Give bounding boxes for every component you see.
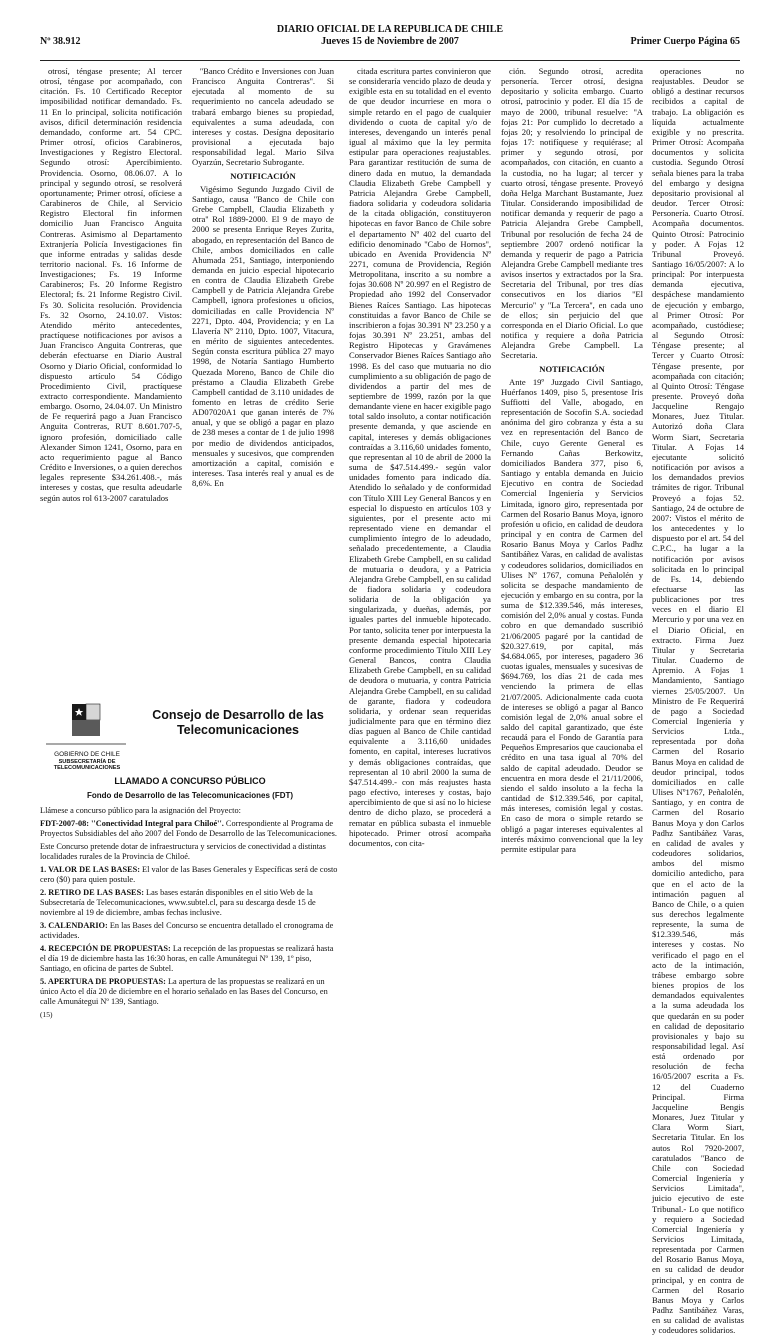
item-label: 5. APERTURA DE PROPUESTAS: <box>40 977 166 986</box>
header-rule <box>40 60 740 61</box>
item-label: 1. VALOR DE LAS BASES: <box>40 865 140 874</box>
paragraph: citada escritura partes convinieron que se consideraría vencido plazo de deuda y exigible esta en su totalidad en el evento de que deudor incurriese en mora o simple retardo en el pago de cualquier dividendo o cuota de capital y/o de intereses, devengando un interés penal igual al máximo que la ley permita estipular para operaciones reajustables. Para garantizar restitución de suma de dinero dada en mutuo, la demandada Claudia Elizabeth Grebe Campbell y Patricia Alejandra Grebe Campbell, fiadora solidaria y codeudora solidaria de la citada obligación, constituyeron hipotecas en favor Banco de Chile sobre el departamento Nº 402 del cuarto del edificio denominado ''Cabo de Hornos'', ubicado en Avenida Providencia Nº 2271, comuna de Providencia, Región Metropolitana, inscrito a su nombre a fojas 30.608 Nº 20.997 en el Registro de Propiedad año 1992 del Conservador Bienes Raíces Santiago. Las hipotecas constituidas a favor Banco de Chile se inscribieron a fojas 30.391 Nº 23.250 y a fojas 30.391 Nº 23.251, ambas del Registro Hipotecas y Gravámenes Conservador Bienes Raíces Santiago año 1998. Es del caso que mutuaria no dio cumplimiento a su obligación de pago de dividendos a partir del mes de septiembre de 1999, razón por la que demandante viene en hacer exigible pago total saldo insoluto, a contar notificación presente demanda, y que asciende en capital, intereses y demás obligaciones contraídas a 3.116,60 unidades fomento, que representan al 10 de abril de 2000 la suma de $47.514.499.- según valor unidades fomento para indicado día. Atendido lo señalado y de conformidad con Título XIII Ley General Bancos y en especial lo dispuesto en artículos 103 y siguientes, por el presente acto mi representado viene en demandar el cumplimiento íntegro de lo adeudado, señalado precedentemente, a Claudia Elizabeth Grebe Campbell, en su calidad de mutuaria o deudora, y a Patricia Alejandra Grebe Campbell, en su calidad de fiadora solidaria y codeudora solidaria de la obligación ya singularizada, y dueñas, además, por iguales partes del inmueble hipotecado. Por tanto, solicita tener por interpuesta la presente demanda especial hipotecaria conforme procedimiento Título XIII Ley General Bancos, contra Claudia Elizabeth Grebe Campbell, en su calidad de deudora o mutuaria, y contra Patricia Alejandra Grebe Campbell, en su calidad de garante, fiadora y codeudora solidaria, y ordenar sean requeridas judicialmente para que en término diez días paguen al Banco de Chile cantidad equivalente a 3.116,60 unidades fomento, en capital, intereses lucrativos y demás obligaciones contraídas, que representan al 10 abril 2000 la suma de $47.514.499.- con más reajustes hasta pago efectivo, intereses y costas, bajo apercibimiento de que si así no lo hiciese dentro de dicho plazo, se procederá a rematar en pública subasta el inmueble hipotecado. Primer otrosí acompaña documentos, con cita- <box>349 66 491 848</box>
notice-item <box>40 865 340 885</box>
item-text: En las Bases del Concurso se encuentra detallado el cronograma de actividades. <box>40 921 334 940</box>
notice-item <box>40 888 340 918</box>
column-4 <box>501 66 643 984</box>
item-text: La apertura de las propuestas se realizará en un único Acto el día 20 de diciembre en el horario señalado en las Bases del Concurso, en calle Amunátegui Nº 139, Santiago. <box>40 977 328 1006</box>
notice-code: (15) <box>40 1010 53 1019</box>
section-title: NOTIFICACIÓN <box>539 363 605 374</box>
section-title: NOTIFICACIÓN <box>230 170 296 181</box>
council-title: Consejo de Desarrollo de las Telecomunicaciones <box>152 708 324 737</box>
item-label: 4. RECEPCIÓN DE PROPUESTAS: <box>40 944 171 953</box>
paragraph: ''Banco Crédito e Inversiones con Juan Francisco Anguita Contreras''. Si ejecutada al momento de su requerimiento no cancela adeudado se trabará embargo bienes su propiedad, equivalentes a suma adeudada, con intereses y costas. Desígna depositario provisional a ejecutada bajo responsabilidad legal. Mario Silva Oyarzún, Secretario Subrogante. <box>192 66 334 168</box>
project-code: FDT-2007-08: ''Conectividad Integral para Chiloé''. <box>40 819 224 828</box>
page-header <box>40 24 740 58</box>
paragraph: Vigésimo Segundo Juzgado Civil de Santiago, causa ''Banco de Chile con Grebe Campbell, Claudia Elizabeth y otra'' Rol 1889-2000. El 9 de mayo de 2000 se presenta Enrique Reyes Zurita, abogado, en representación del Banco de Chile, ambos domiciliados en calle Ahumada 251, Santiago, interponiendo demanda en juicio especial hipotecario en contra de Claudia Elizabeth Grebe Campbell y de Patricia Alejandra Grebe Campbell, ignora profesiones u oficios, domiciliadas en calle Providencia Nº 2271, Dpto. 404, Providencia; y en La Llavería Nº 2110, Dpto. 1007, Vitacura, en mérito de siguientes antecedentes. Según consta escritura pública 27 mayo 1998, de Notaría Santiago Humberto Quezada Moreno, Banco de Chile dio préstamo a Claudia Elizabeth Grebe Campbell cantidad de 3.110 unidades de fomento en letras de crédito Serie AD07020A1 que ganan interés de 7% anual, y que se obligó a pagar en plazo de 238 meses a contar de 1 de julio 1998 por medio de dividendos anticipados, mensuales y sucesivos, que comprenden amortización a capital, comisión e intereses. Tasa interés real y anual es de 8,6%. En <box>192 183 334 489</box>
project-paragraph <box>40 819 340 839</box>
paragraph: otrosí, téngase presente; Al tercer otrosí, téngase por acompañado, con citación. Fs. 10 Certificado Receptor imposibilidad notificar demandado. Fs. 11 En lo principal, solicita notificación avisos, dificil determinación residencia demandado, conforme art. 54 CPC. Primer otrosí, oficios Carabineros, Investigaciones y Registro Electoral. Segundo otrosí: Apercibimiento. Providencia. Osorno, 08.06.07. A lo principal y segundo otrosí, se resolverá oportunamente; Primer otrosí, ofíciese a Carabineros de Chile, al Servicio Registro Electoral fin informen domicilio Juan Francisco Anguita Contreras. Asimismo al Departamento Extranjería Policía Investigaciones fin que informe entradas y salidas desde territorio nacional. Fs. 16 Informe de Investigaciones; Fs. 19 Informe Carabineros; Fs. 20 Informe Registro Electoral; fs. 21 Informe Registro Civil. Fs 30. Solicita resolución. Providencia Fs. 32 Osorno, 24.10.07. Vistos: Atendido mérito antecedentes, practíquese notificaciones por avisos a Juan Francisco Anguita Contreras, que deberán efectuarse en Diario Austral Osorno y Diario Oficial, conformidad lo dispuesto artículo 54 Código Procedimiento Civil, practíquese extracto correspondiente. Mandamiento embargo. Osorno, 24.04.07. Un Ministro de Fe requerirá pago a Juan Francisco Anguita Contreras, RUT 8.601.707-5, ignoro profesión, domiciliado calle Alexander Simon 1241, Osorno, para en acto requerimiento pague al Banco Crédito e Inversiones, o a quien derechos legales represente $34.261.408.-, más intereses y costas, que resulta adeudarle según autos rol 613-2007 caratulados <box>40 66 182 503</box>
notice-item <box>40 977 340 1007</box>
column-5 <box>652 66 744 1336</box>
column-3 <box>349 66 491 984</box>
ministry-caption <box>44 752 130 772</box>
notice-purpose: Este Concurso pretende dotar de infraestructura y servicios de conectividad a distintas localidades rurales de la Provincia de Chiloé. <box>40 842 326 861</box>
paragraph: Ante 19º Juzgado Civil Santiago, Huérfanos 1409, piso 5, presentose Iris Suffiotti del Valle, abogado, en representación de Socofin S.A. sociedad anónima del giro cobranza y ésta a su vez en representación del Banco de Chile, cuyo Gerente General es Fernando Cañas Berkowitz, domiciliados Bandera 377, piso 6, Santiago y entabla demanda en Juicio Ejecutivo en contra de Sociedad Comercial Ingeniería y Servicios Limitada, ignoro giro, representada por Carmen del Rosario Banus Moya, ignoro profesión u oficio, en calidad de deudora principal y en contra de Carmen del Rosario Banus Moya y Carlos Padhz Santibáñez Varas, en calidad de avalistas y codeudores solidarios, domiciliados en Ulises Nº 1767, comuna Peñalolén y solicita se despache mandamiento de ejecución y embargo en su contra, por la suma de $12.339.546, más intereses, comisión del 2,0% anual y costas. Funda cobro en que demandado suscribió 21/06/2005 pagaré por la cantidad de $20.327.619, por capital, más $4.684.065, por intereses, pagadero 36 cuotas iguales, mensuales y sucesivas de $694.769, los días 21 de cada mes venciendo la primera de ellas 21/07/2005. Adicionalmente cada cuota de intereses se obligó a pagar al Banco comisión legal de 2,0% anual sobre el saldo del capital garantizado, que éste recaudá para el Fondo de Garantía para Pequeños Empresarios que caucionaba el crédito en una tasa igual al 70% del saldo de capital adeudado. Deudor se encuentra en mora desde el 21/11/2006, siendo el saldo insoluto a la fecha la cantidad de $12.339.546, por capital, más intereses, comisión legal y costas. En caso de mora o simple retardo se obligó a pagar intereses equivalentes al interés máximo convencional que la ley permite estipular para <box>501 376 643 854</box>
paragraph: ción. Segundo otrosí, acredita personería. Tercer otrosí, designa depositario y solicita embargo. Cuarto otrosí, patrocinio y poder. El día 15 de mayo de 2000, tribunal resuelve: ''A fojas 21: Por cumplido lo decretado a fojas 20; y resolviendo lo principal de fojas 17: notifíquese y requiérase; al primer y segundo otrosí, por acompañados, con citación, en cuanto a la custodia, no ha lugar; al tercer y cuarto otrosí, téngase presente. Proveyó doña Helga Marchant Bustamante, Juez Titular. Considerando imposibilidad de notificar demanda y requerir de pago a Patricia Alejandra Grebe Campbell, Tribunal por resolución de fecha 24 de septiembre 2007 ordenó notificar la demanda y requerir de pago a Patricia Alejandra Grebe Campbell mediante tres avisos insertos y extractados por la Sra. Secretaria del Tribunal, por tres días consecutivos en los diarios ''El Mercurio'' y ''La Tercera'', en cada uno de ellos; sin perjuicio del que corresponda en el Diario Oficial. Lo que notifica y requiere a doña Patricia Alejandra Grebe Campbell. La Secretaria. <box>501 66 643 361</box>
notice-header <box>40 700 340 776</box>
notice-intro: Llámese a concurso público para la asignación del Proyecto: <box>40 806 241 815</box>
issue-date: Jueves 15 de Noviembre de 2007 <box>321 36 459 47</box>
column-2 <box>192 66 334 702</box>
notice-item <box>40 921 340 941</box>
project-description: Correspondiente al Programa de Proyectos Subsidiables del año 2007 del Fondo de Desarrollo de las Telecomunicaciones. <box>40 819 337 838</box>
issue-number: Nº 38.912 <box>40 36 81 47</box>
item-label: 2. RETIRO DE LAS BASES: <box>40 888 144 897</box>
tender-call-heading: LLAMADO A CONCURSO PÚBLICO <box>114 776 266 786</box>
notice-item <box>40 944 340 974</box>
government-name: GOBIERNO DE CHILE <box>54 751 120 758</box>
public-tender-notice <box>40 700 340 1019</box>
newspaper-title: DIARIO OFICIAL DE LA REPUBLICA DE CHILE <box>276 24 504 35</box>
item-text: Las bases estarán disponibles en el sitio Web de la Subsecretaría de Telecomunicaciones, www.subtel.cl, para su descarga desde 15 de noviembre al 19 de diciembre, ambas fechas inclusive. <box>40 888 316 917</box>
item-text: El valor de las Bases Generales y Específicas será de costo cero ($0) para quien postule. <box>40 865 338 884</box>
fund-name: Fondo de Desarrollo de las Telecomunicaciones (FDT) <box>86 791 294 800</box>
item-label: 3. CALENDARIO: <box>40 921 108 930</box>
paragraph: operaciones no reajustables. Deudor se obligó a destinar recursos recibidos a capital de trabajo. La obligación es líquida actualmente exigible y no prescrita. Primer Otrosí: Acompaña documentos y solicita custodia. Segundo Otrosí señala bienes para la traba del embargo y designa depositario provisional al deudor. Tercer Otrosí: Personería. Cuarto Otrosí. Acompaña documentos. Quinto Otrosí: Patrocinio y poder. A Fojas 12 Tribunal Proveyó. Santiago 16/05/2007: A lo principal: Por interpuesta demanda ejecutiva, despáchese mandamiento de ejecución y embargo, al Primer Otrosí: Por acompañado, custódiese; al Segundo Otrosí: Téngase presente; al Tercer y Cuarto Otrosí: Téngase presente, por acompañada con citación; al Quinto Otrosí: Téngase presente. Proveyó doña Jacqueline Rengajo Monares, Juez Titular. Autorizó doña Clara Worm Siart, Secretaria Titular. A Fojas 14 ejecutante solicitó notificación por avisos a los demandados previos trámites de rigor. Tribunal Proveyó a fojas 52. Santiago, 24 de octubre de 2007: Vistos el mérito de los antecedentes y lo dispuesto por el art. 54 del C.P.C., ha lugar a la notificación por avisos solicitada en lo principal de Fs. 14, debiendo efectuarse las publicaciones por tres veces en el diario El Mercurio y por una vez en el Diario Oficial, en extracto. Firma Juez Titular y Secretaria Titular. Cuaderno de Apremio. A Fojas 1 Mandamiento, Santiago viernes 25/05/2007. Un Ministro de Fe Requerirá de pago a Sociedad Comercial Ingeniería y Servicios Ltda., representada por doña Carmen del Rosario Banus Moya en calidad de deudor principal, todos domiciliados en calle Ulises Nº1767, Peñalolén, Santiago, y en contra de Carmen del Rosario Banus Moya y don Carlos Padhz Santibáñez Varas, en calidad de avales y codeudores solidarios, ambos del mismo domicilio antedicho, para que en el acto de la intimación paguen al Banco de Chile, o a quien sus derechos legalmente represente, la suma de $12.339.546, más intereses y costas. No verificado el pago en el acto de la intimación, trábese embargo sobre bienes propios de los demandados equivalentes a la suma adeudada los que quedarán en su poder en calidad de depositario provisionales y bajo su responsabilidad legal. Así está ordenado por resolución de fecha 16/05/2007 escrita a Fs. 12 del Cuaderno Principal. Firma Jacqueline Bengis Monares, Juez Titular y Clara Worm Siart, Secretaria Titular. En los autos Rol 7920-2007, caratulados ''Banco de Chile con Sociedad Comercial Ingeniería y Servicios Limitada'', juicio ejecutivo de este Tribunal.- Lo que notifico y requiero a Sociedad Comercial Ingeniería y Servicios Limitada, representada por Carmen del Rosario Banus Moya, en su calidad de deudor principal, y en contra de Carmen del Rosario Banus Moya y Carlos Padhz Santibáñez Varas, en su calidad de avalistas y codeudores solidarios. <box>652 66 744 1336</box>
page-label: Primer Cuerpo Página 65 <box>630 36 740 47</box>
item-text: La recepción de las propuestas se realizará hasta el día 19 de diciembre hasta las 16:30 horas, en calle Amunátegui Nº 139, 1º piso, Santiago, en oficina de partes de Subtel. <box>40 944 334 973</box>
column-1 <box>40 66 182 702</box>
subsecretariat-name: SUBSECRETARÍA DE TELECOMUNICACIONES <box>53 758 121 771</box>
